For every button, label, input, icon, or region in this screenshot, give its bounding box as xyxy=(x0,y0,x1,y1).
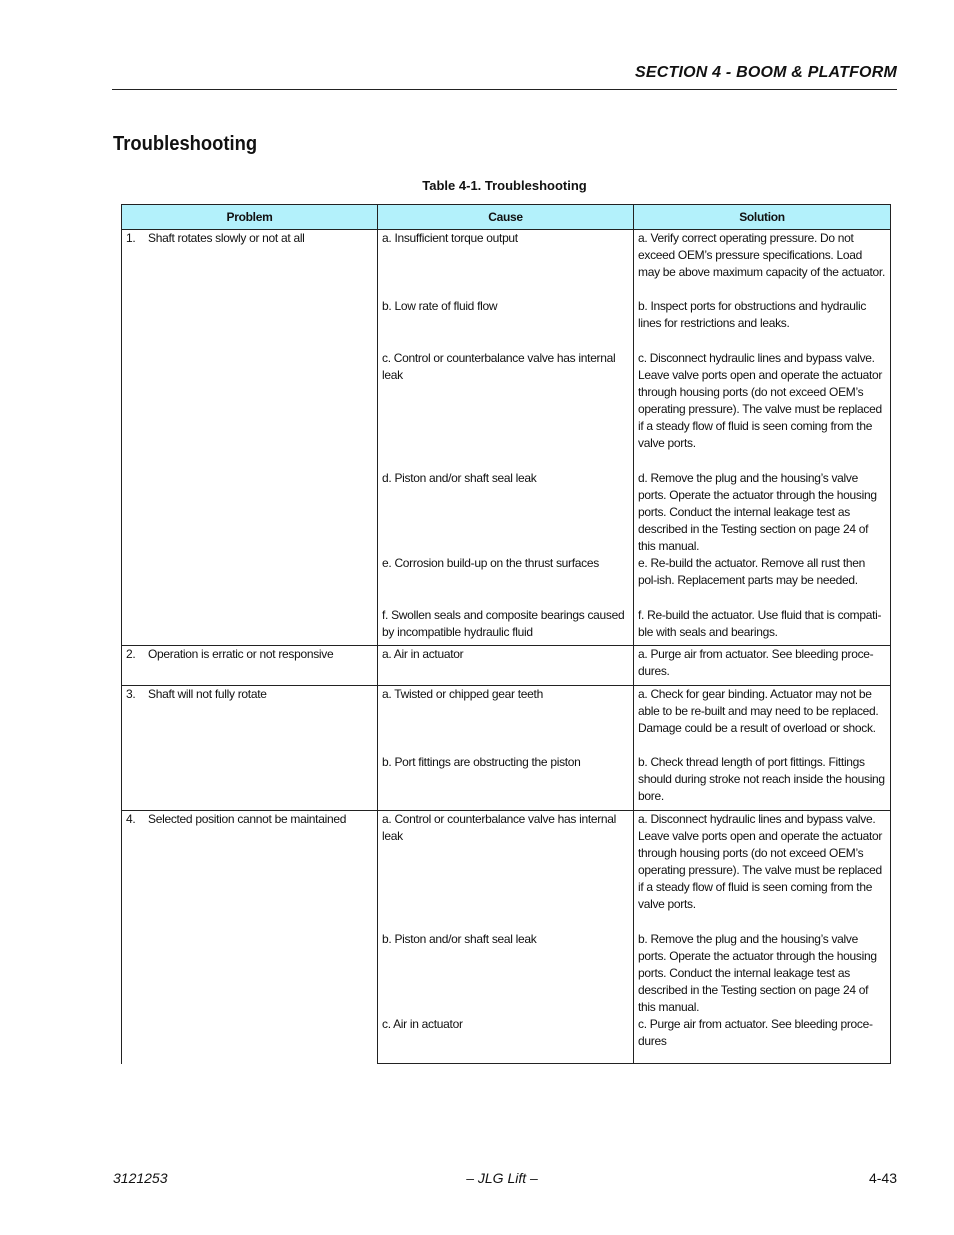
problem-number: 4. xyxy=(126,812,136,826)
problem-cell xyxy=(122,230,378,646)
page-heading: Troubleshooting xyxy=(113,133,258,155)
solution-cell: e. Re-build the actuator. Remove all rust then pol-ish. Replacement parts may be needed. xyxy=(634,555,891,607)
problem-cell xyxy=(122,686,378,811)
cause-cell: a. Twisted or chipped gear teeth xyxy=(378,686,634,755)
problem-text: Shaft will not fully rotate xyxy=(148,687,267,701)
cause-cell: b. Port fittings are obstructing the piston xyxy=(378,754,634,811)
problem-cell xyxy=(122,646,378,686)
table-body xyxy=(122,230,891,1064)
cause-cell: e. Corrosion build-up on the thrust surfaces xyxy=(378,555,634,607)
table-row xyxy=(122,646,891,686)
problem-text: Operation is erratic or not responsive xyxy=(148,647,334,661)
solution-cell: a. Disconnect hydraulic lines and bypass valve. Leave valve ports open and operate the actuator through housing ports (do not exceed OEM’s operating pressure). The valve must be replaced if a steady flow of fluid is seen coming from the valve ports. xyxy=(634,811,891,932)
cause-cell: f. Swollen seals and composite bearings caused by incompatible hydraulic fluid xyxy=(378,607,634,646)
page-number: 4-43 xyxy=(868,1170,897,1186)
solution-cell: b. Inspect ports for obstructions and hydraulic lines for restrictions and leaks. xyxy=(634,298,891,350)
column-header-cause: Cause xyxy=(378,205,634,230)
problem-text: Shaft rotates slowly or not at all xyxy=(148,231,305,245)
cause-cell: a. Control or counterbalance valve has internal leak xyxy=(378,811,634,932)
cause-cell: c. Air in actuator xyxy=(378,1016,634,1064)
cause-cell: b. Low rate of fluid flow xyxy=(378,298,634,350)
solution-cell: a. Purge air from actuator. See bleeding proce-dures. xyxy=(634,646,891,686)
column-header-problem: Problem xyxy=(122,205,378,230)
footer-publisher: – JLG Lift – xyxy=(466,1170,538,1186)
cause-cell: b. Piston and/or shaft seal leak xyxy=(378,931,634,1016)
solution-cell: d. Remove the plug and the housing’s valve ports. Operate the actuator through the housing ports. Conduct the internal leakage test as described in the Testing section on page 24 of this manual. xyxy=(634,470,891,555)
solution-cell: a. Verify correct operating pressure. Do not exceed OEM’s pressure specifications. Load may be above maximum capacity of the actuator. xyxy=(634,230,891,299)
table-row xyxy=(122,811,891,932)
solution-cell: a. Check for gear binding. Actuator may not be able to be re-built and may need to be replaced. Damage could be a result of overload or shock. xyxy=(634,686,891,755)
problem-number: 1. xyxy=(126,231,136,245)
cause-cell: a. Air in actuator xyxy=(378,646,634,686)
section-title: SECTION 4 - BOOM & PLATFORM xyxy=(635,64,897,81)
problem-number: 2. xyxy=(126,647,136,661)
table-header-row xyxy=(122,205,891,230)
solution-cell: b. Check thread length of port fittings. Fittings should during stroke not reach inside the housing bore. xyxy=(634,754,891,811)
problem-number: 3. xyxy=(126,687,136,701)
solution-cell: c. Disconnect hydraulic lines and bypass valve. Leave valve ports open and operate the actuator through housing ports (do not exceed OEM’s operating pressure). The valve must be replaced if a steady flow of fluid is seen coming from the valve ports. xyxy=(634,350,891,470)
cause-cell: d. Piston and/or shaft seal leak xyxy=(378,470,634,555)
column-header-solution: Solution xyxy=(634,205,891,230)
solution-cell: c. Purge air from actuator. See bleeding proce-dures xyxy=(634,1016,891,1064)
solution-cell: f. Re-build the actuator. Use fluid that is compati-ble with seals and bearings. xyxy=(634,607,891,646)
table-caption: Table 4-1. Troubleshooting xyxy=(422,178,587,193)
cause-cell: c. Control or counterbalance valve has internal leak xyxy=(378,350,634,470)
cause-cell: a. Insufficient torque output xyxy=(378,230,634,299)
solution-cell: b. Remove the plug and the housing’s valve ports. Operate the actuator through the housing ports. Conduct the internal leakage test as described in the Testing section on page 24 of this manual. xyxy=(634,931,891,1016)
table-row xyxy=(122,230,891,299)
problem-text: Selected position cannot be maintained xyxy=(148,812,347,826)
problem-cell xyxy=(122,811,378,1064)
table-row xyxy=(122,686,891,755)
doc-number: 3121253 xyxy=(113,1170,168,1186)
troubleshooting-table xyxy=(121,204,891,1064)
header-rule xyxy=(112,89,897,90)
